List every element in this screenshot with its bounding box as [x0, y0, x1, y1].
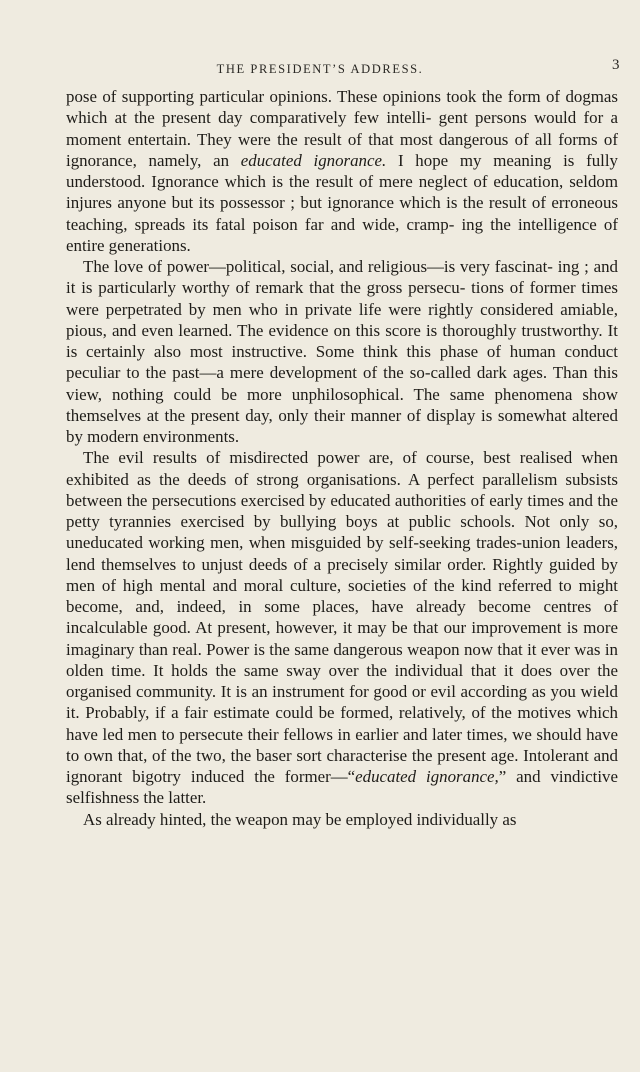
paragraph-1-emphasis: educated ignorance.: [240, 150, 387, 170]
paragraph-3-part-a: The evil results of misdirected power are, of course, best realised when exhibited as the deeds of strong organisations. A perfect parallelism subsists between the persecutions exercised by educated authorities of early times and the petty tyrannies exercised by bullying boys at public schools. Not only so, uneducated working men, when misguided by self-seeking trades-union leaders, lend themselves to unjust deeds of a precisely similar order. Rightly guided by men of high mental and moral culture, societies of the kind referred to might become, and, indeed, in some places, have already become centres of incalculable good. At present, however, it may be that our improvement is more imaginary than real. Power is the same dangerous weapon now that it ever was in olden time. It holds the same sway over the individual that it does over the organised community. It is an instrument for good or evil according as you wield it. Probably, if a fair estimate could be formed, relatively, of the motives which have led men to persecute their fellows in earlier and later times, we should have to own that, of the two, the baser sort characterise the present age. Intolerant and ignorant bigotry induced the former—“: [66, 448, 618, 786]
paragraph-1-part-b: I hope my meaning is fully understood. Ignorance which is the result of mere neglect of education, seldom injures anyone but its possessor ; but ignorance which is the result of erroneous teaching, spreads its fatal poison far and wide, cramp- ing the intelligence of entire generations.: [66, 150, 618, 255]
paragraph-1: [66, 86, 618, 256]
paragraph-3-emphasis: educated ignorance,: [355, 767, 499, 786]
running-head: THE PRESIDENT’S ADDRESS.: [216, 62, 424, 76]
paragraph-1-part-a: pose of supporting particular opinions. These opinions took the form of dogmas which at the present day comparatively few intelli- gent persons would for a moment entertain. They were the result of that most dangerous of all forms of ignorance, namely, an: [66, 87, 618, 170]
page-number: 3: [612, 57, 620, 73]
paragraph-4: As already hinted, the weapon may be employed individually as: [83, 809, 517, 829]
body-text: [66, 86, 618, 830]
paragraph-3: [66, 447, 618, 808]
paragraph-2: The love of power—political, social, and religious—is very fascinat- ing ; and it is particularly worthy of remark that the gross persecu- tions of former times were perpetrated by men who in private life were rightly considered amiable, pious, and even learned. The evidence on this score is thoroughly trustworthy. It is certainly also most instructive. Some think this phase of human conduct peculiar to the past—a mere development of the so-called dark ages. Than this view, nothing could be more unphilosophical. The same phenomena show themselves at the present day, only their manner of display is somewhat altered by modern environments.: [66, 257, 618, 446]
paragraph-3-part-b: ” and vindictive selfishness the latter.: [66, 767, 618, 808]
